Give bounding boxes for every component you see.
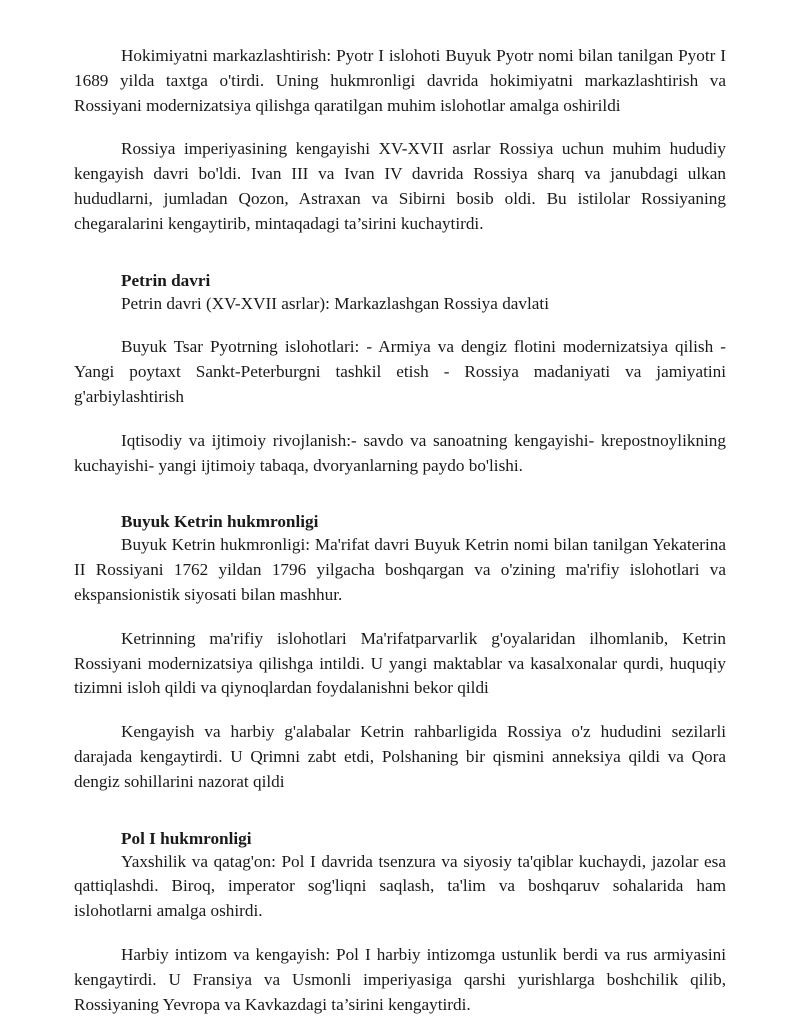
- section-title-petrin: Petrin davri: [121, 270, 211, 290]
- paragraph-centralization: Hokimiyatni markazlashtirish: Pyotr I islohoti Buyuk Pyotr nomi bilan tanilgan Pyotr I 1689 yilda taxtga o'tirdi. Uning hukmronligi davrida hokimiyatni markazlashtirish va Rossiyani modernizatsiya qilishga qaratilgan muhim islohotlar amalga oshirildi: [74, 46, 726, 115]
- section-title-paul: Pol I hukmronligi: [121, 828, 252, 848]
- section-title-catherine: Buyuk Ketrin hukmronligi: [121, 512, 319, 532]
- document-body: [74, 44, 726, 1036]
- paragraph-russian-expansion: Rossiya imperiyasining kengayishi XV-XVII asrlar Rossiya uchun muhim hududiy kengayish davri bo'ldi. Ivan III va Ivan IV davrida Rossiya sharq va janubdagi ulkan hududlarni, jumladan Qozon, Astraxan va Sibirni bosib oldi. Bu istilolar Rossiyaning chegaralarini kengaytirib, mintaqadagi ta’sirini kuchaytirdi.: [74, 139, 726, 233]
- spacer: [74, 497, 726, 511]
- spacer: [74, 256, 726, 270]
- paragraph-paul-military: Harbiy intizom va kengayish: Pol I harbiy intizomga ustunlik berdi va rus armiyasini kengaytirdi. U Fransiya va Usmonli imperiyasiga qarshi yurishlarga boshchilik qilib, Rossiyaning Yevropa va Kavkazdagi ta’sirini kengaytirdi.: [74, 944, 726, 1014]
- paragraph-catherine-reign: Buyuk Ketrin hukmronligi: Ma'rifat davri Buyuk Ketrin nomi bilan tanilgan Yekaterina II Rossiyani 1762 yildan 1796 yilgacha boshqargan va o'zining ma'rifiy islohotlari va ekspansionistik siyosati bilan mashhur.: [74, 535, 726, 604]
- paragraph-catherine-reforms: Ketrinning ma'rifiy islohotlari Ma'rifatparvarlik g'oyalaridan ilhomlanib, Ketrin Rossiyani modernizatsiya qilishga intildi. U yangi maktablar va kasalxonalar qurdi, huquqiy tizimni isloh qildi va qiynoqlardan foydalanishni bekor qildi: [74, 628, 726, 698]
- paragraph-economic-social: Iqtisodiy va ijtimoiy rivojlanish:- savdo va sanoatning kengayishi- krepostnoylikning kuchayishi- yangi ijtimoiy tabaqa, dvoryanlarning paydo bo'lishi.: [74, 430, 726, 475]
- spacer: [74, 814, 726, 828]
- paragraph-peter-reforms: Buyuk Tsar Pyotrning islohotlari: - Armiya va dengiz flotini modernizatsiya qilish - Yangi poytaxt Sankt-Peterburgni tashkil etish - Rossiya madaniyati va jamiyatini g'arbiylashtirish: [74, 337, 726, 406]
- paragraph-petrin-era: Petrin davri (XV-XVII asrlar): Markazlashgan Rossiya davlati: [121, 293, 549, 313]
- paragraph-catherine-expansion: Kengayish va harbiy g'alabalar Ketrin rahbarligida Rossiya o'z hududini sezilarli darajada kengaytirdi. U Qrimni zabt etdi, Polshaning bir qismini anneksiya qildi va Qora dengiz sohillarini nazorat qildi: [74, 722, 726, 791]
- paragraph-paul-repression: Yaxshilik va qatag'on: Pol I davrida tsenzura va siyosiy ta'qiblar kuchaydi, jazolar esa qattiqlashdi. Biroq, imperator sog'liqni saqlash, ta'lim va boshqaruv sohalarida ham islohotlarni amalga oshirdi.: [74, 851, 726, 921]
